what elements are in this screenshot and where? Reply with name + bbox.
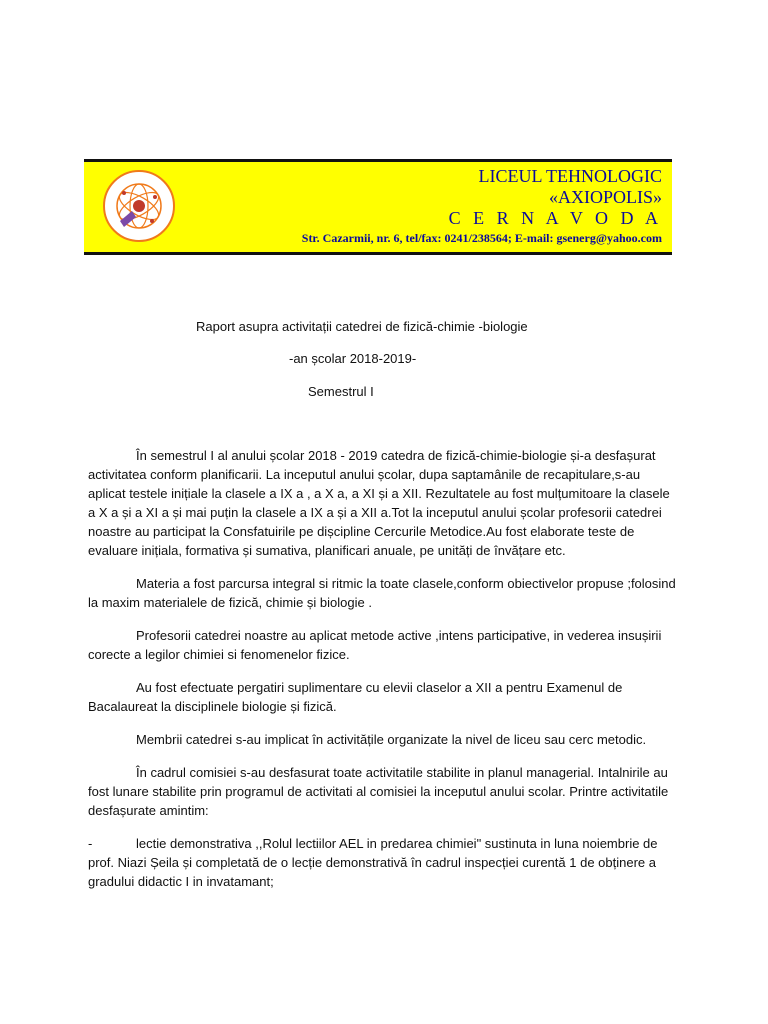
school-logo	[102, 169, 176, 243]
paragraph: Materia a fost parcursa integral si ritmic la toate clasele,conform obiectivelor propuse ;folosind la maxim materialele de fizică, chimie și biologie .	[88, 576, 676, 610]
bullet-text: lectie demonstrativa ,,Rolul lectiilor AEL in predarea chimiei" sustinuta in luna noiembrie de	[136, 836, 658, 851]
paragraph: Au fost efectuate pergatiri suplimentare cu elevii claselor a XII a pentru Examenul de Bacalaureat la disciplinele biologie și fizică.	[88, 680, 623, 714]
list-item	[88, 834, 680, 853]
school-year: -an școlar 2018-2019-	[289, 351, 417, 366]
report-title: Raport asupra activitații catedrei de fizică-chimie -biologie	[196, 319, 528, 334]
school-type: LICEUL TEHNOLOGIC	[478, 166, 662, 186]
semester-label: Semestrul I	[308, 384, 374, 399]
bullet-continuation: prof. Niazi Șeila și completată de o lecție demonstrativă în cadrul inspecției curentă 1 de obținere a gradului didactic I in invatamant;	[88, 855, 656, 889]
paragraph: Profesorii catedrei noastre au aplicat metode active ,intens participative, in vederea insușirii corecte a legilor chimiei si fenomenelor fizice.	[88, 628, 662, 662]
report-body	[88, 446, 680, 891]
school-title: «AXIOPOLIS»	[548, 187, 662, 207]
school-name	[449, 166, 662, 229]
paragraph: În cadrul comisiei s-au desfasurat toate activitatile stabilite in planul managerial. Intalnirile au fost lunare stabilite prin programul de activitati al comisiei la inceputul anului scolar. Printre activitatile desfașurate amintim:	[88, 765, 669, 818]
paragraph: În semestrul I al anului școlar 2018 - 2019 catedra de fizică-chimie-biologie și-a desfașurat activitatea conform planificarii. La inceputul anului școlar, dupa saptamânile de recapitulare,s-au aplicat testele inițiale la clasele a IX a , a X a, a XI și a XII. Rezultatele au fost mulțumitoare la clasele a X a și a XI a și mai puțin la clasele a IX a și a XII a.Tot la inceputul anului școlar profesorii catedrei noastre au participat la Consfatuirile pe dișcipline Cercurile Metodice.Au fost elaborate teste de evaluare inițiala, formativa și sumativa, planificari anuale, pe unități de învățare etc.	[88, 448, 670, 558]
school-address: Str. Cazarmii, nr. 6, tel/fax: 0241/238564; E-mail: gsenerg@yahoo.com	[301, 231, 662, 245]
school-city: C E R N A V O D A	[448, 208, 662, 228]
bullet-dash: -	[88, 836, 93, 851]
paragraph: Membrii catedrei s-au implicat în activitățile organizate la nivel de liceu sau cerc metodic.	[136, 732, 647, 747]
letterhead-band	[84, 159, 672, 255]
